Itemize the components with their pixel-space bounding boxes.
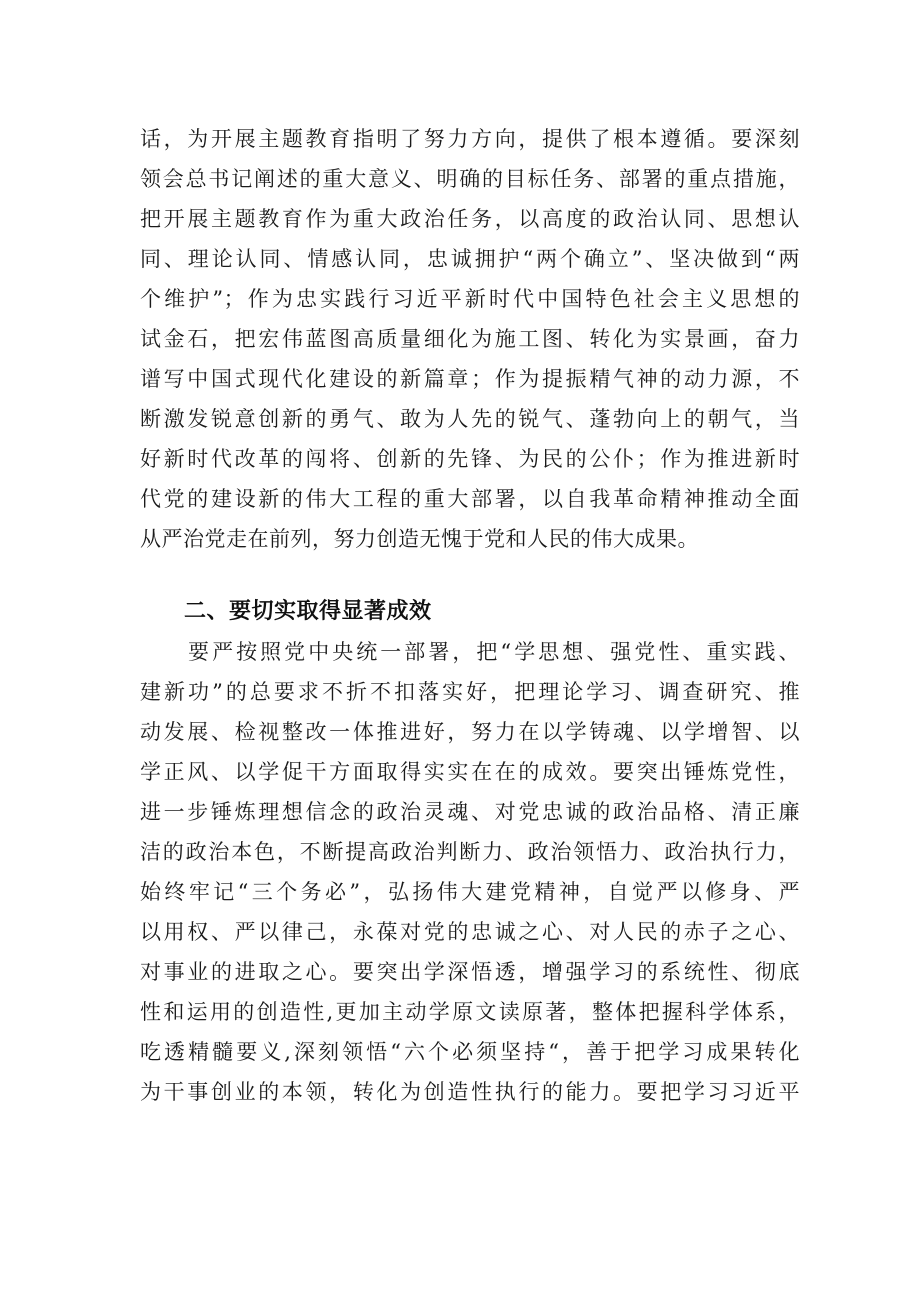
paragraph-line: 代党的建设新的伟大工程的重大部署，以自我革命精神推动全面 (140, 487, 800, 511)
paragraph-line: 话，为开展主题教育指明了努力方向，提供了根本遵循。要深刻 (140, 127, 800, 151)
paragraph-line: 从严治党走在前列，努力创造无愧于党和人民的伟大成果。 (140, 527, 699, 551)
paragraph-line: 进一步锤炼理想信念的政治灵魂、对党忠诚的政治品格、清正廉 (140, 800, 800, 824)
paragraph-line: 学正风、以学促干方面取得实实在在的成效。要突出锤炼党性， (140, 760, 800, 784)
paragraph-line: 以用权、严以律己，永葆对党的忠诚之心、对人民的赤子之心、 (140, 920, 800, 944)
paragraph-line: 始终牢记“三个务必”，弘扬伟大建党精神，自觉严以修身、严 (140, 880, 800, 904)
paragraph-line: 建新功”的总要求不折不扣落实好，把理论学习、调查研究、推 (140, 680, 800, 704)
paragraph-line: 要严按照党中央统一部署，把“学思想、强党性、重实践、 (140, 640, 800, 664)
paragraph-line: 试金石，把宏伟蓝图高质量细化为施工图、转化为实景画，奋力 (140, 327, 800, 351)
paragraph-line: 个维护”；作为忠实践行习近平新时代中国特色社会主义思想的 (140, 287, 800, 311)
paragraph-line: 对事业的进取之心。要突出学深悟透，增强学习的系统性、彻底 (140, 960, 800, 984)
paragraph-1 (140, 119, 800, 559)
paragraph-line: 性和运用的创造性,更加主动学原文读原著，整体把握科学体系， (140, 1000, 800, 1024)
section-heading: 二、要切实取得显著成效 (184, 599, 432, 624)
paragraph-line: 同、理论认同、情感认同，忠诚拥护“两个确立”、坚决做到“两 (140, 247, 800, 271)
paragraph-line: 把开展主题教育作为重大政治任务，以高度的政治认同、思想认 (140, 207, 800, 231)
paragraph-line: 动发展、检视整改一体推进好，努力在以学铸魂、以学增智、以 (140, 720, 800, 744)
paragraph-line: 谱写中国式现代化建设的新篇章；作为提振精气神的动力源，不 (140, 367, 800, 391)
paragraph-line: 吃透精髓要义,深刻领悟“六个必须坚持“，善于把学习成果转化 (140, 1040, 800, 1064)
paragraph-2 (140, 632, 800, 1112)
paragraph-line: 洁的政治本色，不断提高政治判断力、政治领悟力、政治执行力， (140, 840, 800, 864)
paragraph-line: 领会总书记阐述的重大意义、明确的目标任务、部署的重点措施， (140, 167, 800, 191)
paragraph-line: 好新时代改革的闯将、创新的先锋、为民的公仆；作为推进新时 (140, 447, 800, 471)
paragraph-line: 断激发锐意创新的勇气、敢为人先的锐气、蓬勃向上的朝气，当 (140, 407, 800, 431)
paragraph-line: 为干事创业的本领，转化为创造性执行的能力。要把学习习近平 (140, 1080, 800, 1104)
